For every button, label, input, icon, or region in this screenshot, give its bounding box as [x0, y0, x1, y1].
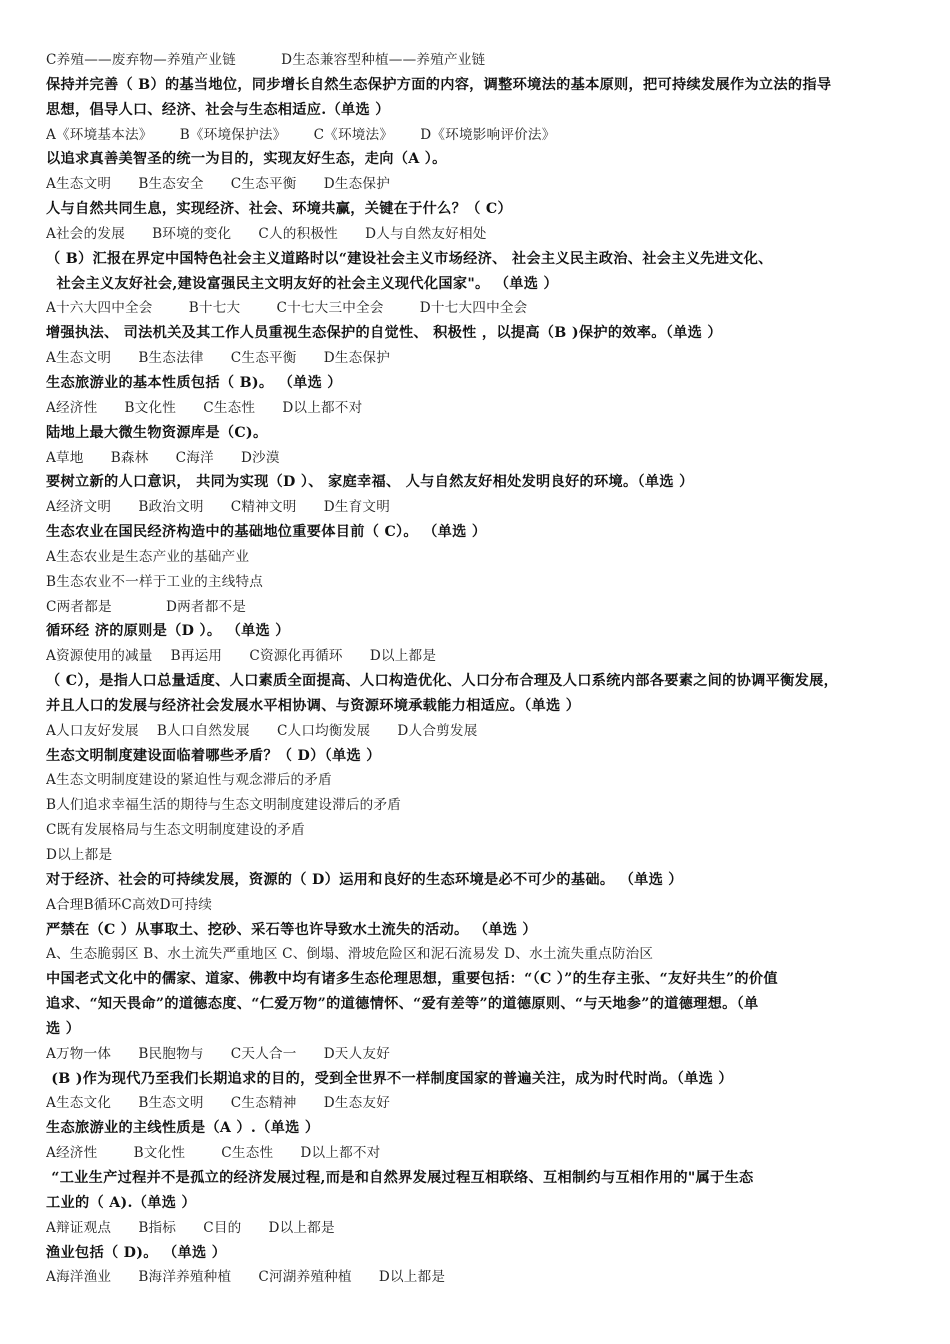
question-line: 中国老式文化中的儒家、道家、佛教中均有诸多生态伦理思想，重要包括：“（C ）”的生存主张、“友好共生”的价值	[46, 971, 778, 988]
question-line: 生态农业在国民经济构造中的基础地位重要体目前（ C）。 （单选 ）	[46, 524, 487, 541]
question-line: 生态文明制度建设面临着哪些矛盾？（ D）（单选 ）	[46, 747, 381, 764]
option-line: A草地 B森林 C海洋 D沙漠	[46, 449, 280, 466]
question-line: 循环经 济的原则是（D ）。 （单选 ）	[46, 623, 290, 640]
question-line: 并且人口的发展与经济社会发展水平相协调、与资源环境承载能力相适应。（单选 ）	[46, 697, 581, 714]
question-line: 社会主义友好社会,建设富强民主文明友好的社会主义现代化国家"。 （单选 ）	[46, 275, 558, 292]
option-line: C既有发展格局与生态文明制度建设的矛盾	[46, 822, 305, 839]
option-line: C养殖——废弃物—养殖产业链 D生态兼容型种植——养殖产业链	[46, 52, 486, 68]
question-line: “工业生产过程并不是孤立的经济发展过程,而是和自然界发展过程互相联络、互相制约与互相作用的"属于生态	[46, 1169, 754, 1186]
option-line: A万物一体 B民胞物与 C天人合一 D天人友好	[46, 1045, 390, 1062]
question-line: 选 ）	[46, 1020, 81, 1037]
option-line: A人口友好发展 B人口自然发展 C人口均衡发展 D人合剪发展	[46, 722, 478, 739]
question-line: 保持并完善（ B）的基当地位，同步增长自然生态保护方面的内容，调整环境法的基本原则，把可持续发展作为立法的指导	[46, 76, 832, 93]
question-line: 陆地上最大微生物资源库是（C)。	[46, 424, 268, 441]
option-line: A生态农业是生态产业的基础产业	[46, 548, 250, 565]
option-line: B生态农业不一样于工业的主线特点	[46, 573, 264, 590]
question-line: 思想，倡导人口、经济、社会与生态相适应.（单选 ）	[46, 101, 390, 118]
option-line: A、生态脆弱区 B、水土流失严重地区 C、倒塌、滑坡危险区和泥石流易发 D、水土流失重点防治区	[46, 946, 654, 963]
question-line: 增强执法、 司法机关及其工作人员重视生态保护的自觉性、 积极性 ，以提高（B )保护的效率。（单选 ）	[46, 325, 722, 342]
option-line: B人们追求幸福生活的期待与生态文明制度建设滞后的矛盾	[46, 797, 402, 814]
question-line: 生态旅游业的基本性质包括（ B)。 （单选 ）	[46, 374, 342, 391]
option-line: A经济性 B文化性 C生态性 D以上都不对	[46, 1145, 381, 1162]
question-line: 渔业包括（ D)。 （单选 ）	[46, 1244, 227, 1261]
option-line: A生态文明 B生态安全 C生态平衡 D生态保护	[46, 176, 390, 193]
option-line: A合理B循环C高效D可持续	[46, 896, 213, 913]
option-line: D以上都是	[46, 847, 113, 863]
option-line: A经济性 B文化性 C生态性 D以上都不对	[46, 399, 363, 416]
option-line: C两者都是 D两者都不是	[46, 598, 247, 615]
option-line: A辩证观点 B指标 C目的 D以上都是	[46, 1219, 335, 1236]
question-line: （ B）汇报在界定中国特色社会主义道路时以“建设社会主义市场经济、 社会主义民主政治、社会主义先进文化、	[46, 250, 773, 267]
question-line: 以追求真善美智圣的统一为目的，实现友好生态，走向（A ）。	[46, 151, 447, 168]
option-line: A生态文明制度建设的紧迫性与观念滞后的矛盾	[46, 772, 332, 789]
option-line: A生态文明 B生态法律 C生态平衡 D生态保护	[46, 350, 390, 367]
question-line: 人与自然共同生息，实现经济、社会、环境共赢，关键在于什么？（ C）	[46, 201, 512, 218]
option-line: A资源使用的减量 B再运用 C资源化再循环 D以上都是	[46, 648, 437, 665]
option-line: A生态文化 B生态文明 C生态精神 D生态友好	[46, 1095, 390, 1112]
option-line: A社会的发展 B环境的变化 C人的积极性 D人与自然友好相处	[46, 225, 487, 242]
option-line: A《环境基本法》 B《环境保护法》 C《环境法》 D《环境影响评价法》	[46, 126, 556, 143]
question-line: 要树立新的人口意识， 共同为实现（D ）、 家庭幸福、 人与自然友好相处发明良好的环境。（单选 ）	[46, 474, 694, 491]
question-line: （ C），是指人口总量适度、人口素质全面提高、人口构造优化、人口分布合理及人口系统内部各要素之间的协调平衡发展，	[46, 673, 839, 690]
question-line: (B )作为现代乃至我们长期追求的目的，受到全世界不一样制度国家的普遍关注，成为时代时尚。（单选 ）	[46, 1070, 733, 1087]
question-line: 对于经济、社会的可持续发展，资源的（ D）运用和良好的生态环境是必不可少的基础。 （单选 ）	[46, 871, 683, 888]
option-line: A经济文明 B政治文明 C精神文明 D生育文明	[46, 499, 390, 516]
option-line: A十六大四中全会 B十七大 C十七大三中全会 D十七大四中全会	[46, 300, 528, 317]
question-line: 严禁在（C ）从事取土、挖砂、采石等也许导致水土流失的活动。 （单选 ）	[46, 921, 537, 938]
option-line: A海洋渔业 B海洋养殖种植 C河湖养殖种植 D以上都是	[46, 1269, 446, 1286]
question-line: 生态旅游业的主线性质是（A ）.（单选 ）	[46, 1120, 320, 1137]
question-line: 工业的（ A).（单选 ）	[46, 1194, 196, 1211]
question-line: 追求、“知天畏命”的道德态度、“仁爱万物”的道德情怀、“爱有差等”的道德原则、“与天地参”的道德理想。（单	[46, 996, 759, 1013]
